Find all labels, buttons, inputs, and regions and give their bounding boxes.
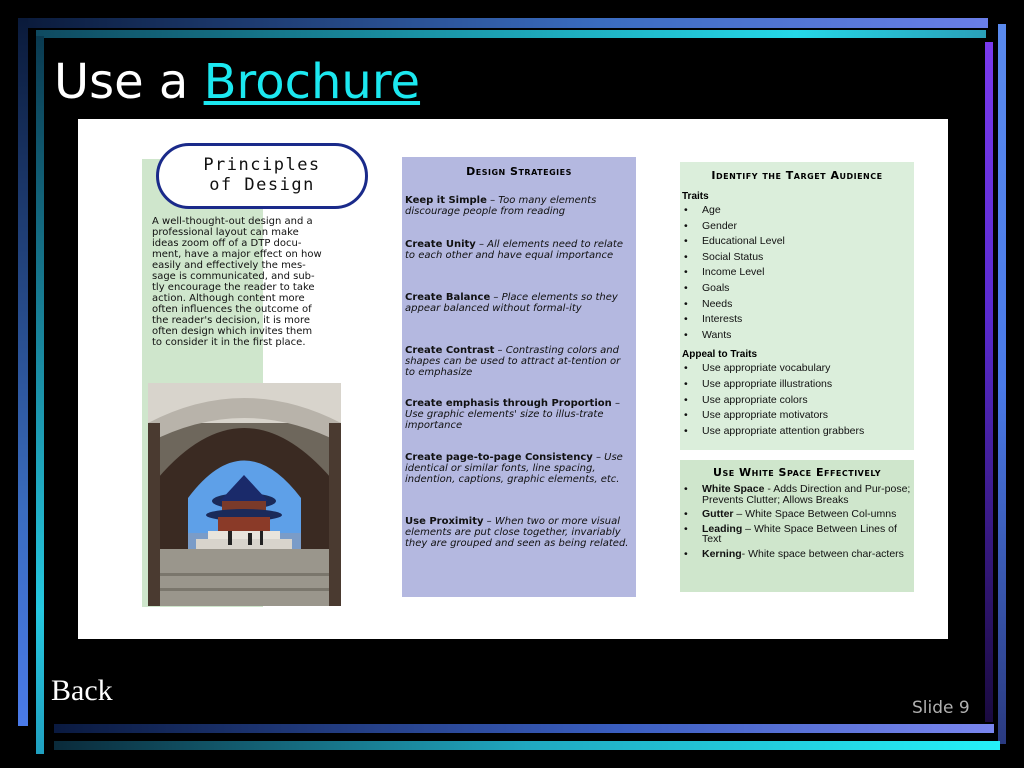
list-item: • Gutter – White Space Between Col-umns [680, 509, 914, 520]
list-item: • Leading – White Space Between Lines of Text [680, 524, 914, 545]
design-strategies-heading: Design Strategies [466, 165, 572, 178]
list-item: • Gender [680, 219, 914, 235]
white-space-panel [680, 460, 914, 592]
frame-bar-bottom [54, 724, 994, 733]
frame-bar-right [998, 24, 1006, 744]
strategy-item: Create Balance – Place elements so they appear balanced without formal-ity [405, 292, 618, 314]
temple-photo [148, 383, 341, 606]
frame-bar-top [18, 18, 988, 28]
list-item: • Needs [680, 297, 914, 313]
frame-bar-right-inner [985, 42, 993, 722]
list-item: • Income Level [680, 265, 914, 281]
title-prefix: Use a [54, 54, 204, 110]
white-space-list [680, 484, 914, 559]
list-item: • Goals [680, 281, 914, 297]
frame-bar-left-inner [36, 36, 44, 754]
brochure-image [78, 119, 948, 639]
slide-title [54, 52, 420, 112]
principles-line1: Principles [203, 155, 321, 175]
list-item: • Interests [680, 312, 914, 328]
principles-oval [156, 143, 368, 209]
traits-list [680, 203, 914, 343]
strategy-item: Create Unity – All elements need to relate to each other and have equal importance [405, 239, 624, 261]
list-item: • Use appropriate illustrations [680, 377, 914, 393]
strategy-item: Keep it Simple – Too many elements discourage people from reading [405, 195, 597, 217]
temple-archway-image [148, 383, 341, 606]
list-item: • Use appropriate motivators [680, 408, 914, 424]
frame-bar-top-inner [36, 30, 986, 38]
strategy-item: Create Contrast – Contrasting colors and shapes can be used to attract at-tention or to emphasize [405, 345, 621, 378]
strategy-item: Create page-to-page Consistency – Use identical or similar fonts, line spacing, indention, captions, graphic elements, etc. [405, 452, 623, 485]
appeal-label: Appeal to Traits [682, 349, 758, 361]
traits-label: Traits [682, 191, 709, 202]
list-item: • Use appropriate vocabulary [680, 361, 914, 377]
slide-number: Slide 9 [912, 698, 970, 718]
appeal-list [680, 361, 914, 439]
principles-line2: of Design [209, 175, 315, 195]
list-item: • Educational Level [680, 234, 914, 250]
list-item: • Kerning- White space between char-acters [680, 549, 914, 560]
white-space-heading: Use White Space Effectively [713, 466, 881, 479]
list-item: • Wants [680, 328, 914, 344]
list-item: • Use appropriate attention grabbers [680, 424, 914, 440]
list-item: • Social Status [680, 250, 914, 266]
target-audience-heading: Identify the Target Audience [711, 169, 883, 182]
target-audience-panel [680, 162, 914, 450]
frame-bar-left [18, 18, 28, 726]
list-item: • Age [680, 203, 914, 219]
strategy-item: Use Proximity – When two or more visual elements are put close together, invariably they are grouped and seen as being related. [405, 516, 629, 549]
frame-bar-bottom-inner [54, 741, 1000, 750]
brochure-link[interactable]: Brochure [203, 54, 421, 110]
back-link[interactable]: Back [51, 674, 113, 707]
intro-paragraph: A well-thought-out design and a professional layout can make ideas zoom off of a DTP docu- ment, have a major effect on how easily and effectively the mes- sage is communicated, and sub- tly encourage the reader to take action. Although content more often influences the outcome of the reader's decision, it is more often design which invites them to consider it in the first place. [152, 216, 322, 348]
strategy-item: Create emphasis through Proportion – Use graphic elements' size to illus-trate importance [405, 398, 620, 431]
design-strategies-panel [402, 157, 636, 597]
list-item: • White Space - Adds Direction and Pur-pose; Prevents Clutter; Allows Breaks [680, 484, 914, 505]
list-item: • Use appropriate colors [680, 393, 914, 409]
